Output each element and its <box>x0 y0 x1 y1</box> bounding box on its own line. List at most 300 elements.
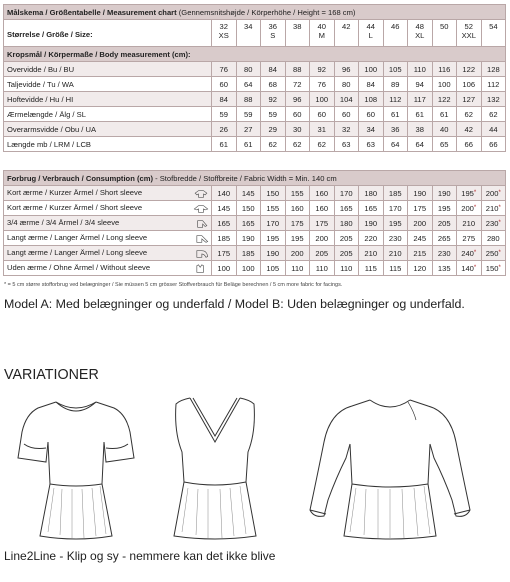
consumption-value-cell <box>481 201 506 216</box>
body-measurement-rows <box>4 62 506 152</box>
consumption-row-label-cell <box>4 246 212 261</box>
size-row <box>4 20 506 47</box>
consumption-value-cell <box>383 246 408 261</box>
measurement-value: 80 <box>236 62 261 77</box>
sleeveless-icon <box>193 264 209 274</box>
consumption-value: 280 <box>486 233 500 243</box>
consumption-value: 205 <box>315 248 329 258</box>
consumption-row-label-cell <box>4 231 212 246</box>
consumption-value: 190 <box>437 188 451 198</box>
consumption-value-cell <box>408 231 433 246</box>
measurement-value: 100 <box>432 77 457 92</box>
consumption-value-cell <box>236 231 261 246</box>
consumption-row <box>4 261 506 276</box>
measurement-value: 29 <box>261 122 286 137</box>
consumption-value-cell <box>310 231 335 246</box>
consumption-value: 220 <box>364 233 378 243</box>
consumption-value-cell <box>408 186 433 201</box>
consumption-value-cell <box>432 216 457 231</box>
consumption-value-cell <box>212 186 237 201</box>
consumption-value: 210 <box>485 203 499 213</box>
consumption-value: 140 <box>217 188 231 198</box>
consumption-value: 175 <box>290 218 304 228</box>
measurement-value: 34 <box>359 122 384 137</box>
consumption-value-cell <box>261 246 286 261</box>
consumption-row-label-cell <box>4 201 212 216</box>
consumption-value-cell <box>359 231 384 246</box>
consumption-value-cell <box>285 261 310 276</box>
size-number: 54 <box>489 22 498 31</box>
size-cell <box>408 20 433 47</box>
consumption-value: 185 <box>217 233 231 243</box>
measurement-value: 42 <box>457 122 482 137</box>
measurement-row-label: Overarmsvidde / Obu / UA <box>4 122 212 137</box>
measurement-value: 117 <box>408 92 433 107</box>
measurement-value: 63 <box>359 137 384 152</box>
measurement-row-label: Ærmelængde / Älg / SL <box>4 107 212 122</box>
consumption-rows <box>4 186 506 276</box>
measurement-value: 104 <box>334 92 359 107</box>
consumption-value: 170 <box>339 188 353 198</box>
facing-star-marker: * <box>498 264 501 271</box>
consumption-value: 110 <box>340 263 353 273</box>
size-code: XL <box>415 31 425 40</box>
measurement-value: 64 <box>408 137 433 152</box>
consumption-value-cell <box>359 216 384 231</box>
measurement-row <box>4 107 506 122</box>
consumption-value-cell <box>408 246 433 261</box>
consumption-value: 205 <box>437 218 451 228</box>
consumption-value-cell <box>236 261 261 276</box>
consumption-value-cell <box>236 216 261 231</box>
measurement-value: 88 <box>285 62 310 77</box>
consumption-value: 195 <box>290 233 304 243</box>
consumption-value-cell <box>285 201 310 216</box>
consumption-value-cell <box>334 231 359 246</box>
consumption-row <box>4 186 506 201</box>
measurement-value: 60 <box>212 77 237 92</box>
measurement-row-label: Taljevidde / Tu / WA <box>4 77 212 92</box>
measurement-value: 27 <box>236 122 261 137</box>
consumption-value: 145 <box>217 203 231 213</box>
consumption-value-cell <box>261 201 286 216</box>
consumption-value-cell <box>310 186 335 201</box>
consumption-value: 160 <box>290 203 304 213</box>
consumption-value: 200 <box>315 233 329 243</box>
measurement-value: 40 <box>432 122 457 137</box>
consumption-value-cell <box>334 216 359 231</box>
measurement-value: 61 <box>236 137 261 152</box>
consumption-row <box>4 201 506 216</box>
consumption-value: 245 <box>413 233 427 243</box>
consumption-value-cell <box>334 201 359 216</box>
consumption-value-cell <box>457 261 482 276</box>
consumption-value-cell <box>236 186 261 201</box>
consumption-value-cell <box>408 261 433 276</box>
consumption-value: 100 <box>217 263 231 273</box>
size-number: 36 <box>268 22 277 31</box>
measurement-value: 60 <box>310 107 335 122</box>
measurement-value: 94 <box>408 77 433 92</box>
consumption-value-cell <box>408 201 433 216</box>
measurement-value: 76 <box>310 77 335 92</box>
consumption-value: 195 <box>388 218 402 228</box>
measurement-value: 59 <box>212 107 237 122</box>
long-sleeve-puff-icon <box>193 249 209 259</box>
measurement-value: 76 <box>212 62 237 77</box>
consumption-value: 205 <box>339 233 353 243</box>
size-label: Størrelse / Größe / Size: <box>4 20 212 47</box>
sleeveless-v-neck-illustration <box>160 392 270 542</box>
body-measurement-header-row <box>4 47 506 62</box>
consumption-value-cell <box>285 186 310 201</box>
consumption-chart <box>3 170 506 276</box>
short-sleeve-icon <box>193 189 209 199</box>
consumption-value-cell <box>310 216 335 231</box>
consumption-value: 275 <box>462 233 476 243</box>
facing-star-marker: * <box>473 189 477 196</box>
facing-star-marker: * <box>473 264 477 271</box>
consumption-value-cell <box>481 186 506 201</box>
consumption-value: 150 <box>241 203 255 213</box>
measurement-value: 84 <box>359 77 384 92</box>
model-description: Model A: Med belægninger og underfald / Model B: Uden belægninger og underfald. <box>4 297 465 311</box>
consumption-value-cell <box>383 261 408 276</box>
consumption-value: 200 <box>485 188 499 198</box>
consumption-value-cell <box>310 246 335 261</box>
consumption-value-cell <box>383 216 408 231</box>
measurement-value: 59 <box>236 107 261 122</box>
size-cell <box>481 20 506 47</box>
consumption-value: 150 <box>485 263 499 273</box>
body-measurement-header: Kropsmål / Körpermaße / Body measurement (cm): <box>4 47 506 62</box>
measurement-row-label: Længde mb / LRM / LCB <box>4 137 212 152</box>
size-code: L <box>368 31 373 40</box>
consumption-value: 160 <box>315 203 329 213</box>
consumption-row-label-cell <box>4 186 212 201</box>
facing-star-marker: * <box>498 204 501 211</box>
measurement-row <box>4 122 506 137</box>
size-code: XXL <box>461 31 476 40</box>
consumption-value-cell <box>432 261 457 276</box>
consumption-row-label: 3/4 ærme / 3/4 Ärmel / 3/4 sleeve <box>7 217 120 227</box>
measurement-row-label: Hoftevidde / Hu / HI <box>4 92 212 107</box>
measurement-value: 100 <box>359 62 384 77</box>
consumption-row <box>4 246 506 261</box>
consumption-value: 265 <box>437 233 451 243</box>
measurement-value: 122 <box>457 62 482 77</box>
consumption-value-cell <box>261 231 286 246</box>
measurement-value: 60 <box>359 107 384 122</box>
measurement-value: 30 <box>285 122 310 137</box>
consumption-value: 185 <box>388 188 402 198</box>
size-cell <box>359 20 384 47</box>
consumption-value-cell <box>212 201 237 216</box>
consumption-value-cell <box>481 216 506 231</box>
consumption-value-cell <box>457 231 482 246</box>
consumption-value-cell <box>212 216 237 231</box>
consumption-row-label-cell <box>4 261 212 276</box>
consumption-value: 200 <box>290 248 304 258</box>
measurement-value: 44 <box>481 122 506 137</box>
measurement-value: 65 <box>432 137 457 152</box>
measurement-title: Målskema / Größentabelle / Measurement chart <box>7 7 177 17</box>
measurement-value: 64 <box>383 137 408 152</box>
consumption-value: 210 <box>388 248 402 258</box>
consumption-value: 160 <box>315 188 329 198</box>
consumption-value-cell <box>285 231 310 246</box>
consumption-row <box>4 216 506 231</box>
size-cell <box>310 20 335 47</box>
consumption-value: 150 <box>266 188 280 198</box>
measurement-value: 116 <box>432 62 457 77</box>
consumption-value-cell <box>212 261 237 276</box>
consumption-value-cell <box>457 201 482 216</box>
consumption-value: 190 <box>266 248 280 258</box>
consumption-value: 145 <box>241 188 255 198</box>
measurement-row-label: Overvidde / Bu / BU <box>4 62 212 77</box>
consumption-value-cell <box>236 201 261 216</box>
consumption-value-cell <box>285 216 310 231</box>
consumption-value: 105 <box>266 263 280 273</box>
consumption-value: 180 <box>339 218 353 228</box>
size-number: 32 <box>219 22 228 31</box>
size-number: 38 <box>293 22 302 31</box>
consumption-value: 190 <box>241 233 255 243</box>
consumption-value: 185 <box>241 248 255 258</box>
measurement-value: 100 <box>310 92 335 107</box>
size-number: 52 <box>464 22 473 31</box>
consumption-value: 155 <box>266 203 280 213</box>
long-sleeve-blouse-illustration <box>290 392 490 542</box>
consumption-value: 195 <box>266 233 280 243</box>
consumption-value-cell <box>481 231 506 246</box>
measurement-value: 61 <box>408 107 433 122</box>
facing-star-marker: * <box>498 189 501 196</box>
measurement-value: 36 <box>383 122 408 137</box>
measurement-value: 31 <box>310 122 335 137</box>
consumption-value-cell <box>432 231 457 246</box>
consumption-row-label: Uden ærme / Ohne Ärmel / Without sleeve <box>7 262 151 272</box>
size-number: 44 <box>366 22 375 31</box>
measurement-title-row <box>4 5 506 20</box>
consumption-value: 115 <box>364 263 377 273</box>
consumption-value: 140 <box>461 263 474 273</box>
consumption-value-cell <box>334 246 359 261</box>
consumption-value: 175 <box>217 248 231 258</box>
consumption-value-cell <box>212 231 237 246</box>
size-cell <box>334 20 359 47</box>
measurement-title-cell <box>4 5 506 20</box>
measurement-value: 122 <box>432 92 457 107</box>
consumption-value-cell <box>334 261 359 276</box>
measurement-value: 112 <box>481 77 506 92</box>
consumption-value-cell <box>481 261 506 276</box>
measurement-value: 61 <box>383 107 408 122</box>
consumption-row-label-cell <box>4 216 212 231</box>
measurement-value: 62 <box>310 137 335 152</box>
consumption-value-cell <box>359 201 384 216</box>
consumption-value-cell <box>432 201 457 216</box>
consumption-value: 240 <box>461 248 474 258</box>
consumption-value: 205 <box>339 248 353 258</box>
measurement-value: 66 <box>481 137 506 152</box>
consumption-value-cell <box>261 261 286 276</box>
measurement-value: 72 <box>285 77 310 92</box>
size-cell <box>212 20 237 47</box>
size-number: 50 <box>440 22 449 31</box>
measurement-chart <box>3 4 506 152</box>
consumption-value: 120 <box>413 263 427 273</box>
size-number: 42 <box>342 22 351 31</box>
measurement-value: 59 <box>261 107 286 122</box>
consumption-value-cell <box>359 186 384 201</box>
consumption-value-cell <box>285 246 310 261</box>
consumption-value-cell <box>457 216 482 231</box>
size-number: 46 <box>391 22 400 31</box>
consumption-value-cell <box>383 231 408 246</box>
consumption-value: 165 <box>364 203 378 213</box>
size-cell <box>261 20 286 47</box>
consumption-value: 190 <box>364 218 378 228</box>
consumption-value: 100 <box>241 263 255 273</box>
consumption-title-cell <box>4 171 506 186</box>
consumption-value-cell <box>408 216 433 231</box>
size-cell <box>432 20 457 47</box>
measurement-value: 106 <box>457 77 482 92</box>
measurement-value: 66 <box>457 137 482 152</box>
consumption-value: 215 <box>413 248 427 258</box>
measurement-value: 68 <box>261 77 286 92</box>
measurement-value: 62 <box>457 107 482 122</box>
measurement-value: 63 <box>334 137 359 152</box>
consumption-value: 170 <box>266 218 280 228</box>
measurement-value: 132 <box>481 92 506 107</box>
size-code: XS <box>218 31 229 40</box>
consumption-value-cell <box>383 186 408 201</box>
measurement-value: 84 <box>212 92 237 107</box>
consumption-value-cell <box>334 186 359 201</box>
consumption-title: Forbrug / Verbrauch / Consumption (cm) <box>7 173 153 183</box>
consumption-value: 170 <box>388 203 402 213</box>
consumption-row-label: Langt ærme / Langer Ärmel / Long sleeve <box>7 247 148 257</box>
facing-star-marker: * <box>498 219 501 226</box>
brand-tagline: Line2Line - Klip og sy - nemmere kan det ikke blive <box>4 549 276 563</box>
consumption-row <box>4 231 506 246</box>
consumption-value-cell <box>261 186 286 201</box>
measurement-value: 110 <box>408 62 433 77</box>
consumption-value: 180 <box>364 188 378 198</box>
measurement-value: 64 <box>236 77 261 92</box>
measurement-row <box>4 77 506 92</box>
consumption-value: 165 <box>217 218 231 228</box>
facing-star-marker: * <box>473 249 477 256</box>
consumption-value: 210 <box>462 218 476 228</box>
measurement-value: 108 <box>359 92 384 107</box>
consumption-value-cell <box>310 261 335 276</box>
measurement-value: 60 <box>334 107 359 122</box>
size-number: 40 <box>317 22 326 31</box>
measurement-value: 96 <box>285 92 310 107</box>
size-number: 34 <box>244 22 253 31</box>
consumption-value: 230 <box>388 233 402 243</box>
measurement-value: 62 <box>481 107 506 122</box>
consumption-value-cell <box>432 186 457 201</box>
size-code: M <box>318 31 325 40</box>
consumption-value-cell <box>481 246 506 261</box>
consumption-value: 230 <box>485 218 499 228</box>
consumption-value-cell <box>383 201 408 216</box>
measurement-value: 112 <box>383 92 408 107</box>
consumption-value: 195 <box>461 188 474 198</box>
measurement-value: 128 <box>481 62 506 77</box>
measurement-value: 62 <box>285 137 310 152</box>
measurement-value: 127 <box>457 92 482 107</box>
measurement-value: 88 <box>236 92 261 107</box>
measurement-value: 62 <box>261 137 286 152</box>
consumption-value: 165 <box>339 203 353 213</box>
size-code: S <box>270 31 276 40</box>
consumption-value-cell <box>457 246 482 261</box>
measurement-value: 92 <box>310 62 335 77</box>
measurement-value: 61 <box>432 107 457 122</box>
measurement-value: 84 <box>261 62 286 77</box>
consumption-value: 200 <box>461 203 474 213</box>
consumption-value: 195 <box>437 203 451 213</box>
measurement-value: 61 <box>212 137 237 152</box>
short-sleeve-flutter-icon <box>193 204 209 214</box>
measurement-value: 38 <box>408 122 433 137</box>
consumption-value-cell <box>432 246 457 261</box>
measurement-value: 96 <box>334 62 359 77</box>
facing-star-marker: * <box>473 204 477 211</box>
consumption-row-label: Kort ærme / Kurzer Ärmel / Short sleeve <box>7 202 143 212</box>
consumption-title-row <box>4 171 506 186</box>
measurement-row <box>4 137 506 152</box>
consumption-value: 210 <box>364 248 378 258</box>
consumption-value: 110 <box>315 263 328 273</box>
consumption-value: 175 <box>315 218 329 228</box>
size-cell <box>457 20 482 47</box>
consumption-value-cell <box>359 261 384 276</box>
consumption-value: 155 <box>290 188 304 198</box>
consumption-row-label: Kort ærme / Kurzer Ärmel / Short sleeve <box>7 187 143 197</box>
consumption-footnote: * = 5 cm større stofforbrug ved belægninger / Sie müssen 5 cm grösser Stoffverbrauch für Beläge berechnen / 5 cm more fabric for facings. <box>4 282 343 288</box>
short-sleeve-blouse-illustration <box>16 392 136 542</box>
measurement-value: 32 <box>334 122 359 137</box>
measurement-value: 92 <box>261 92 286 107</box>
measurement-value: 26 <box>212 122 237 137</box>
measurement-row <box>4 92 506 107</box>
measurement-value: 105 <box>383 62 408 77</box>
consumption-row-label: Langt ærme / Langer Ärmel / Long sleeve <box>7 232 148 242</box>
three-quarter-sleeve-icon <box>193 219 209 229</box>
size-number: 48 <box>415 22 424 31</box>
consumption-value-cell <box>457 186 482 201</box>
consumption-value-cell <box>212 246 237 261</box>
consumption-value-cell <box>359 246 384 261</box>
consumption-value-cell <box>310 201 335 216</box>
size-cell <box>383 20 408 47</box>
measurement-title-suffix: (Gennemsnitshøjde / Körperhöhe / Height = 168 cm) <box>178 7 356 17</box>
long-sleeve-icon <box>193 234 209 244</box>
size-cell <box>285 20 310 47</box>
consumption-value: 250 <box>485 248 499 258</box>
consumption-value: 200 <box>413 218 427 228</box>
consumption-value: 230 <box>437 248 451 258</box>
consumption-value: 175 <box>413 203 427 213</box>
facing-star-marker: * <box>498 249 501 256</box>
